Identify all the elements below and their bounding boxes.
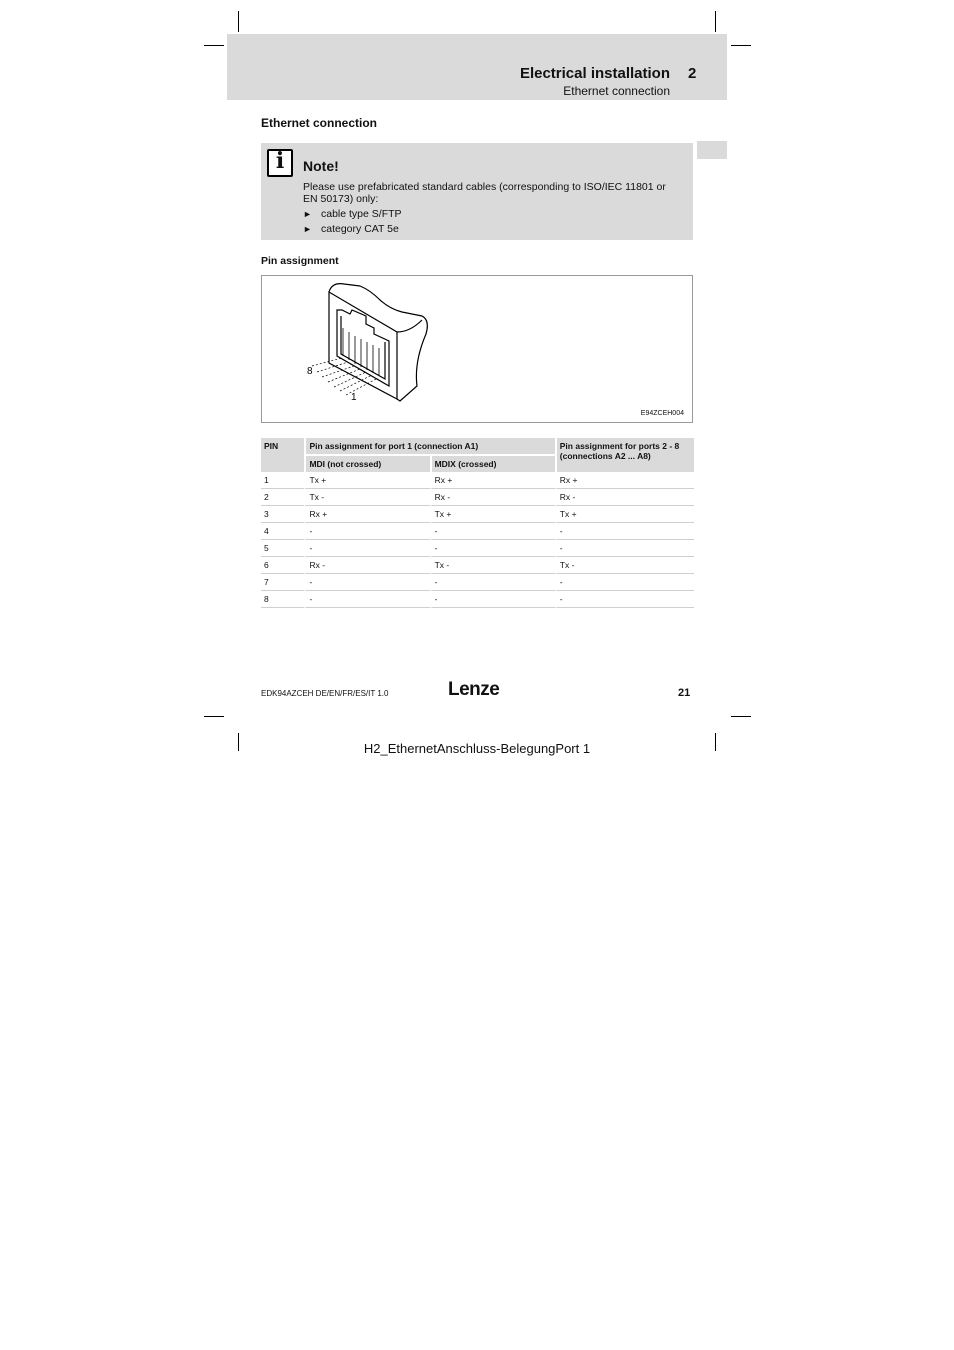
cell-pin: 8 [261, 591, 304, 608]
crop-mark [731, 716, 751, 717]
pin-assignment-table [261, 438, 694, 608]
cell-pin: 4 [261, 523, 304, 540]
cell-mdi: Tx + [304, 472, 429, 489]
cell-mdi: Rx - [304, 557, 429, 574]
col-header-pin: PIN [261, 438, 304, 472]
cell-mdi: - [304, 523, 429, 540]
pin-assignment-heading: Pin assignment [261, 255, 339, 267]
col-header-port1: Pin assignment for port 1 (connection A1) [304, 438, 554, 454]
info-icon: i [267, 149, 293, 177]
table-row [261, 523, 694, 540]
note-text: Please use prefabricated standard cables (corresponding to ISO/IEC 11801 or EN 50173) only: [303, 181, 666, 205]
rj45-socket-drawing [262, 276, 694, 424]
table-row [261, 540, 694, 557]
cell-ports2-8: - [555, 574, 694, 591]
cell-mdi: - [304, 591, 429, 608]
crop-mark [204, 45, 224, 46]
table-row [261, 557, 694, 574]
cell-pin: 1 [261, 472, 304, 489]
cell-pin: 3 [261, 506, 304, 523]
rj45-socket-figure [261, 275, 693, 423]
note-title: Note! [303, 158, 339, 174]
crop-mark [238, 11, 239, 32]
document-code: EDK94AZCEH DE/EN/FR/ES/IT 1.0 [261, 689, 389, 698]
col-header-ports2-8: Pin assignment for ports 2 - 8 (connections A2 ... A8) [555, 438, 694, 472]
cell-ports2-8: Rx - [555, 489, 694, 506]
cell-mdix: Rx - [430, 489, 555, 506]
section-title: Ethernet connection [261, 116, 378, 130]
cell-mdix: - [430, 574, 555, 591]
cell-mdix: Rx + [430, 472, 555, 489]
cell-mdi: Tx - [304, 489, 429, 506]
cell-pin: 6 [261, 557, 304, 574]
cell-mdix: - [430, 591, 555, 608]
pin-label-1: 1 [351, 392, 357, 403]
note-bullet-text: cable type S/FTP [321, 208, 402, 220]
col-header-mdix: MDIX (crossed) [430, 454, 555, 472]
note-bullet-text: category CAT 5e [321, 223, 399, 235]
table-row [261, 489, 694, 506]
table-row [261, 506, 694, 523]
table-row [261, 574, 694, 591]
cell-mdi: - [304, 540, 429, 557]
cell-ports2-8: - [555, 591, 694, 608]
cell-ports2-8: - [555, 523, 694, 540]
note-bullet [303, 223, 399, 235]
crop-mark [204, 716, 224, 717]
page-header-subtitle: Ethernet connection [563, 84, 670, 98]
cell-mdi: Rx + [304, 506, 429, 523]
cell-mdix: - [430, 540, 555, 557]
chapter-number: 2 [688, 65, 697, 82]
cell-mdix: Tx + [430, 506, 555, 523]
cell-ports2-8: - [555, 540, 694, 557]
cell-pin: 2 [261, 489, 304, 506]
col-header-mdi: MDI (not crossed) [304, 454, 429, 472]
crop-mark [715, 11, 716, 32]
cell-pin: 5 [261, 540, 304, 557]
lenze-logo: Lenze [448, 679, 500, 700]
table-row [261, 472, 694, 489]
file-label: H2_EthernetAnschluss-BelegungPort 1 [363, 741, 591, 756]
page-header-title: Electrical installation [519, 65, 670, 82]
crop-mark [731, 45, 751, 46]
cell-mdix: Tx - [430, 557, 555, 574]
table-header-row [261, 438, 694, 454]
page-number: 21 [678, 687, 691, 699]
note-box [261, 143, 693, 240]
note-bullet [303, 208, 402, 220]
bullet-arrow-icon: ► [303, 224, 312, 234]
pin-label-8: 8 [307, 366, 313, 377]
cell-mdi: - [304, 574, 429, 591]
cell-ports2-8: Tx - [555, 557, 694, 574]
chapter-tab-marker [697, 141, 727, 159]
cell-ports2-8: Tx + [555, 506, 694, 523]
cell-mdix: - [430, 523, 555, 540]
table-row [261, 591, 694, 608]
bullet-arrow-icon: ► [303, 209, 312, 219]
figure-caption: E94ZCEH004 [640, 410, 684, 417]
cell-ports2-8: Rx + [555, 472, 694, 489]
cell-pin: 7 [261, 574, 304, 591]
